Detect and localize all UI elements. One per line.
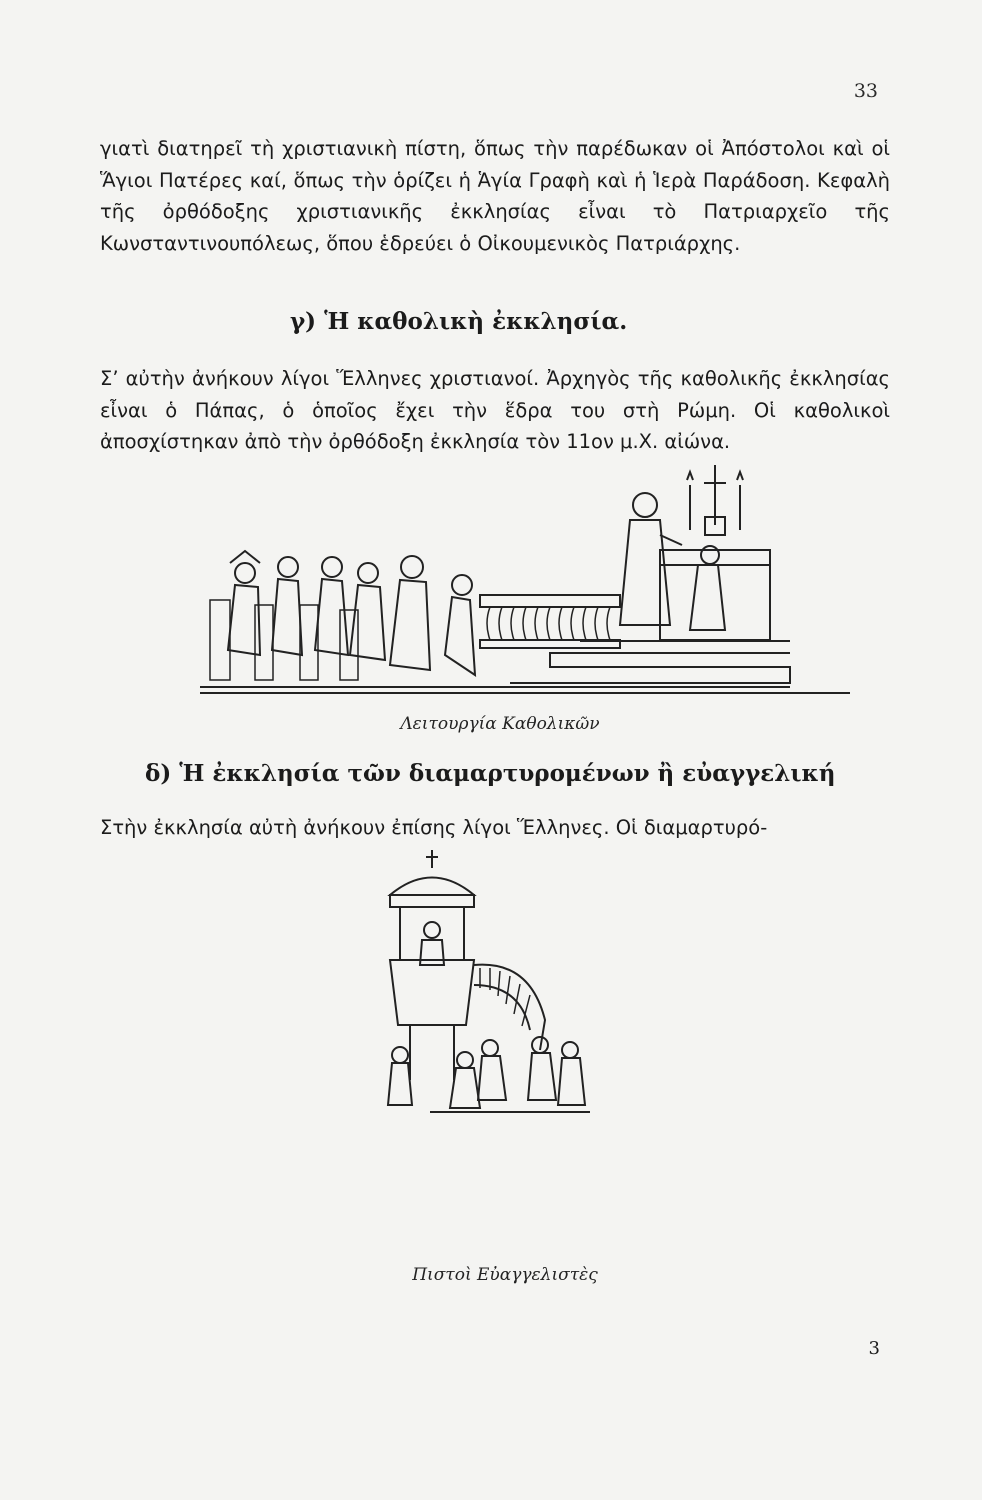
pulpit-drawing [370, 850, 600, 1120]
heading-catholic-church: γ) Ἡ καθολικὴ ἐκκλησία. [290, 308, 628, 335]
paragraph-protestant-church: Στὴν ἐκκλησία αὐτὴ ἀνήκουν ἐπίσης λίγοι Ἕλληνες. Οἱ διαμαρτυρό- [100, 816, 768, 839]
catholic-mass-drawing [190, 455, 860, 705]
figure-caption-catholic-mass: Λειτουργία Καθολικῶν [400, 714, 600, 734]
heading-protestant-church: δ) Ἡ ἐκκλησία τῶν διαμαρτυρομένων ἢ εὐαγγελική [145, 760, 836, 787]
page-number: 33 [853, 80, 878, 102]
figure-caption-evangelicals: Πιστοὶ Εὐαγγελιστὲς [412, 1265, 598, 1285]
signature-mark: 3 [868, 1338, 880, 1359]
paragraph-catholic-church: Σ’ αὐτὴν ἀνήκουν λίγοι Ἕλληνες χριστιανοί. Ἀρχηγὸς τῆς καθολικῆς ἐκκλησίας εἶναι ὁ Πάπας, ὁ ὁποῖος ἔχει τὴν ἕδρα του στὴ Ρώμη. Οἱ καθολικοὶ ἀποσχίστηκαν ἀπὸ τὴν ὀρθόδοξη ἐκκλησία τὸν 11ον μ.Χ. αἰώνα. [100, 367, 890, 453]
pulpit-illustration [370, 850, 600, 1120]
paragraph-orthodox-church: γιατὶ διατηρεῖ τὴ χριστιανικὴ πίστη, ὅπως τὴν παρέδωκαν οἱ Ἀπόστολοι καὶ οἱ Ἅγιοι Πατέρες καί, ὅπως τὴν ὁρίζει ἡ Ἁγία Γραφὴ καὶ ἡ Ἱερὰ Παράδοση. Κεφαλὴ τῆς ὀρθόδοξης χριστιανικῆς ἐκκλησίας εἶναι τὸ Πατριαρχεῖο τῆς Κωνσταντινουπόλεως, ὅπου ἑδρεύει ὁ Οἰκουμενικὸς Πατριάρχης. [100, 137, 890, 255]
catholic-mass-illustration [190, 455, 860, 705]
